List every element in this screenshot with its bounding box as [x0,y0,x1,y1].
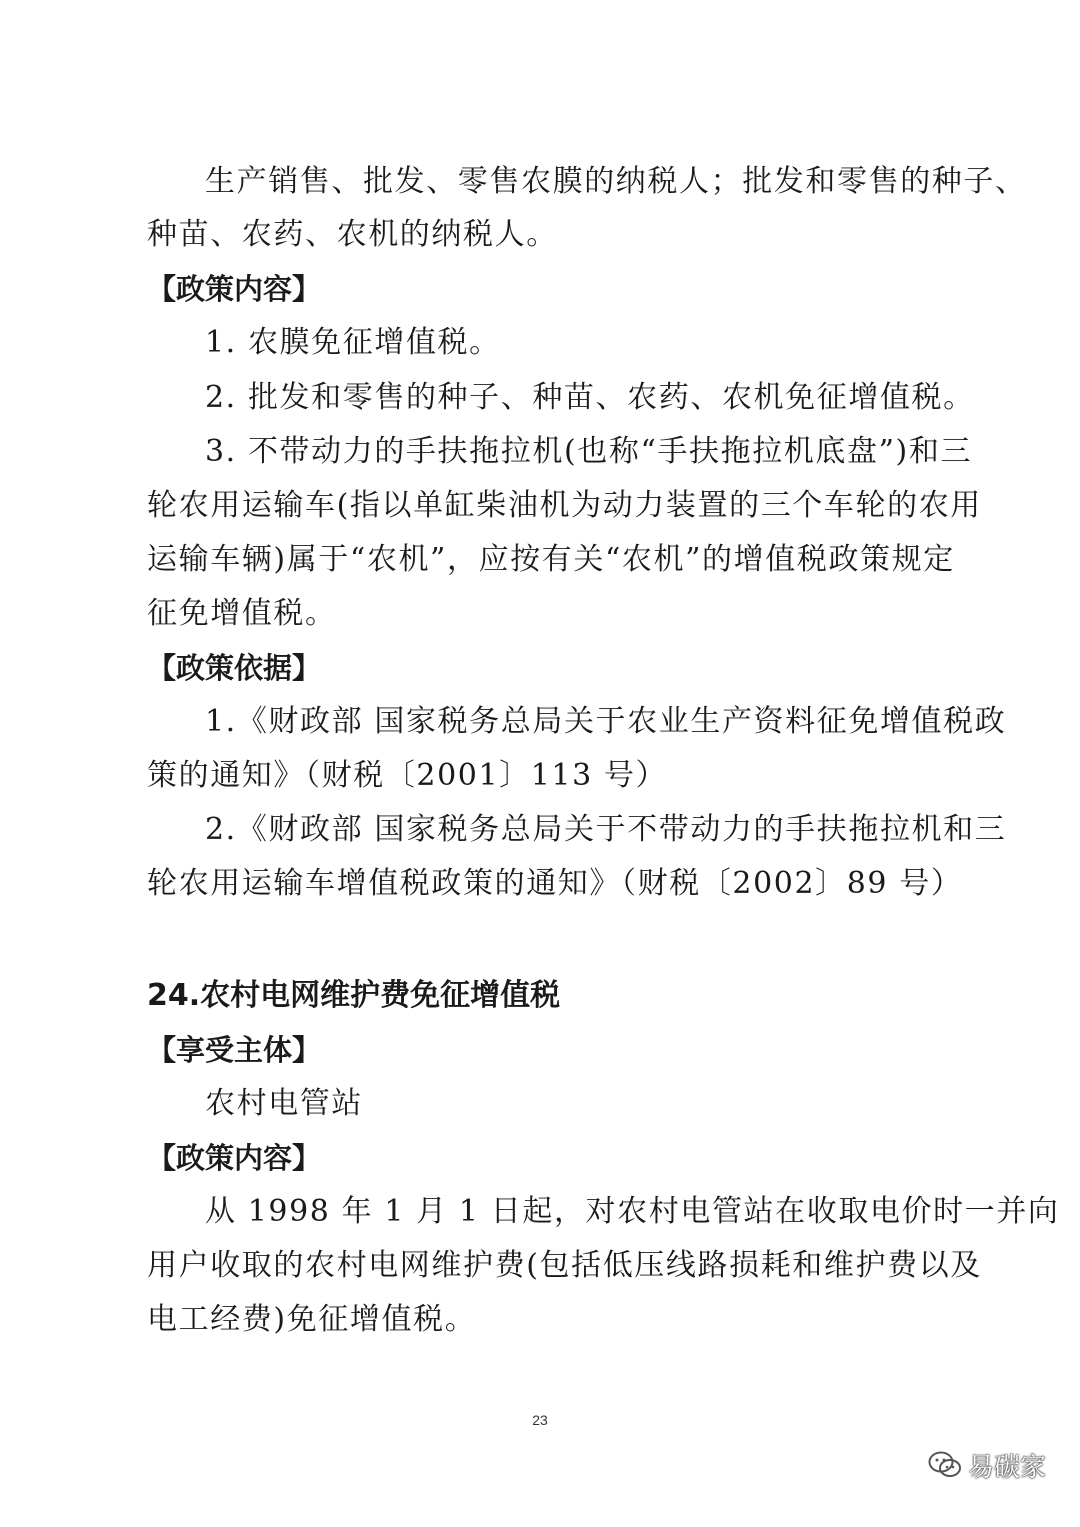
paragraph-line: 轮农用运输车(指以单缸柴油机为动力装置的三个车轮的农用 [147,488,982,523]
paragraph-line: 电工经费)免征增值税。 [147,1302,477,1337]
section-title: 24.农村电网维护费免征增值税 [147,978,561,1013]
paragraph-line: 用户收取的农村电网维护费(包括低压线路损耗和维护费以及 [147,1248,982,1283]
paragraph-line: 运输车辆)属于“农机”，应按有关“农机”的增值税政策规定 [147,542,955,577]
list-item: 2.《财政部 国家税务总局关于不带动力的手扶拖拉机和三 [205,812,1007,847]
section-label-policy-basis: 【政策依据】 [147,651,322,685]
paragraph-line: 种苗、农药、农机的纳税人。 [147,217,558,252]
list-item: 2. 批发和零售的种子、种苗、农药、农机免征增值税。 [205,380,975,415]
watermark-text: 易碳家 [968,1452,1047,1483]
page-number: 23 [532,1412,548,1428]
list-item: 1. 农膜免征增值税。 [205,325,501,360]
section-label-policy-content: 【政策内容】 [147,1141,322,1175]
wechat-icon [928,1450,962,1480]
paragraph-line: 生产销售、批发、零售农膜的纳税人；批发和零售的种子、 [205,164,1027,199]
paragraph-line: 从 1998 年 1 月 1 日起，对农村电管站在收取电价时一并向 [205,1194,1060,1229]
watermark [928,1445,1046,1485]
paragraph-line: 轮农用运输车增值税政策的通知》（财税〔2002〕89 号） [147,866,963,901]
section-label-beneficiary: 【享受主体】 [147,1033,322,1067]
list-item: 1.《财政部 国家税务总局关于农业生产资料征免增值税政 [205,704,1007,739]
list-item: 3. 不带动力的手扶拖拉机(也称“手扶拖拉机底盘”)和三 [205,434,973,469]
paragraph-line: 征免增值税。 [147,596,337,631]
paragraph-line: 农村电管站 [205,1086,363,1121]
section-label-policy-content: 【政策内容】 [147,272,322,306]
paragraph-line: 策的通知》（财税〔2001〕113 号） [147,758,668,793]
